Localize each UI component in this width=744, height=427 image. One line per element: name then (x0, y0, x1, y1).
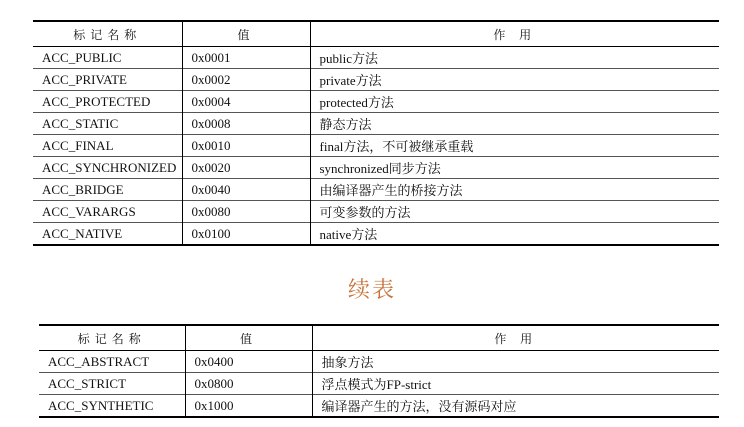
flag-value: 0x0080 (182, 201, 310, 223)
table-row (33, 91, 719, 113)
flag-purpose: public方法 (310, 47, 719, 69)
flag-name: ACC_STATIC (42, 115, 119, 131)
flag-name: ACC_BRIDGE (42, 181, 124, 197)
table-row (33, 201, 719, 223)
header-flag-name: 标记名称 (77, 331, 146, 346)
continued-label: 续表 (347, 278, 396, 303)
table-row (33, 113, 719, 135)
table-row (39, 395, 719, 418)
flag-value: 0x0100 (182, 223, 310, 246)
table-row (39, 351, 719, 373)
flag-name: ACC_FINAL (42, 137, 114, 153)
table-row (33, 47, 719, 69)
flag-name: ACC_NATIVE (42, 225, 123, 241)
flag-value: 0x0020 (182, 157, 310, 179)
flag-name: ACC_PROTECTED (42, 93, 151, 109)
header-value: 值 (185, 325, 312, 351)
flag-name: ACC_SYNCHRONIZED (42, 159, 177, 175)
flag-value: 0x1000 (185, 395, 312, 418)
flag-purpose: 由编译器产生的桥接方法 (310, 179, 719, 201)
flag-value: 0x0800 (185, 373, 312, 395)
flag-value: 0x0002 (182, 69, 310, 91)
flag-value: 0x0010 (182, 135, 310, 157)
flag-purpose: 编译器产生的方法，没有源码对应 (312, 395, 719, 418)
table-header-row (33, 21, 719, 47)
flag-purpose: 可变参数的方法 (310, 201, 719, 223)
table-row (33, 157, 719, 179)
table-row (33, 223, 719, 246)
flag-name: ACC_PRIVATE (42, 71, 128, 87)
table-header-row (39, 325, 719, 351)
flag-value: 0x0040 (182, 179, 310, 201)
table-row (33, 69, 719, 91)
flag-purpose: 浮点模式为FP-strict (312, 373, 719, 395)
flag-value: 0x0001 (182, 47, 310, 69)
flag-name: ACC_SYNTHETIC (48, 397, 154, 413)
flag-value: 0x0008 (182, 113, 310, 135)
flag-purpose: native方法 (310, 223, 719, 246)
header-value: 值 (182, 21, 310, 47)
flag-name: ACC_VARARGS (42, 203, 136, 219)
flag-purpose: private方法 (310, 69, 719, 91)
access-flags-table-continued (39, 324, 719, 418)
table-row (33, 179, 719, 201)
flag-name: ACC_STRICT (48, 375, 127, 391)
access-flags-table (33, 20, 719, 246)
table-row (39, 373, 719, 395)
header-flag-name: 标记名称 (73, 27, 142, 42)
flag-purpose: protected方法 (310, 91, 719, 113)
table-row (33, 135, 719, 157)
flag-purpose: final方法，不可被继承重载 (310, 135, 719, 157)
flag-value: 0x0004 (182, 91, 310, 113)
flag-name: ACC_PUBLIC (42, 49, 122, 65)
flag-purpose: 静态方法 (310, 113, 719, 135)
header-purpose: 作 用 (310, 21, 719, 47)
flag-purpose: synchronized同步方法 (310, 157, 719, 179)
flag-value: 0x0400 (185, 351, 312, 373)
flag-purpose: 抽象方法 (312, 351, 719, 373)
header-purpose: 作 用 (312, 325, 719, 351)
flag-name: ACC_ABSTRACT (48, 353, 150, 369)
